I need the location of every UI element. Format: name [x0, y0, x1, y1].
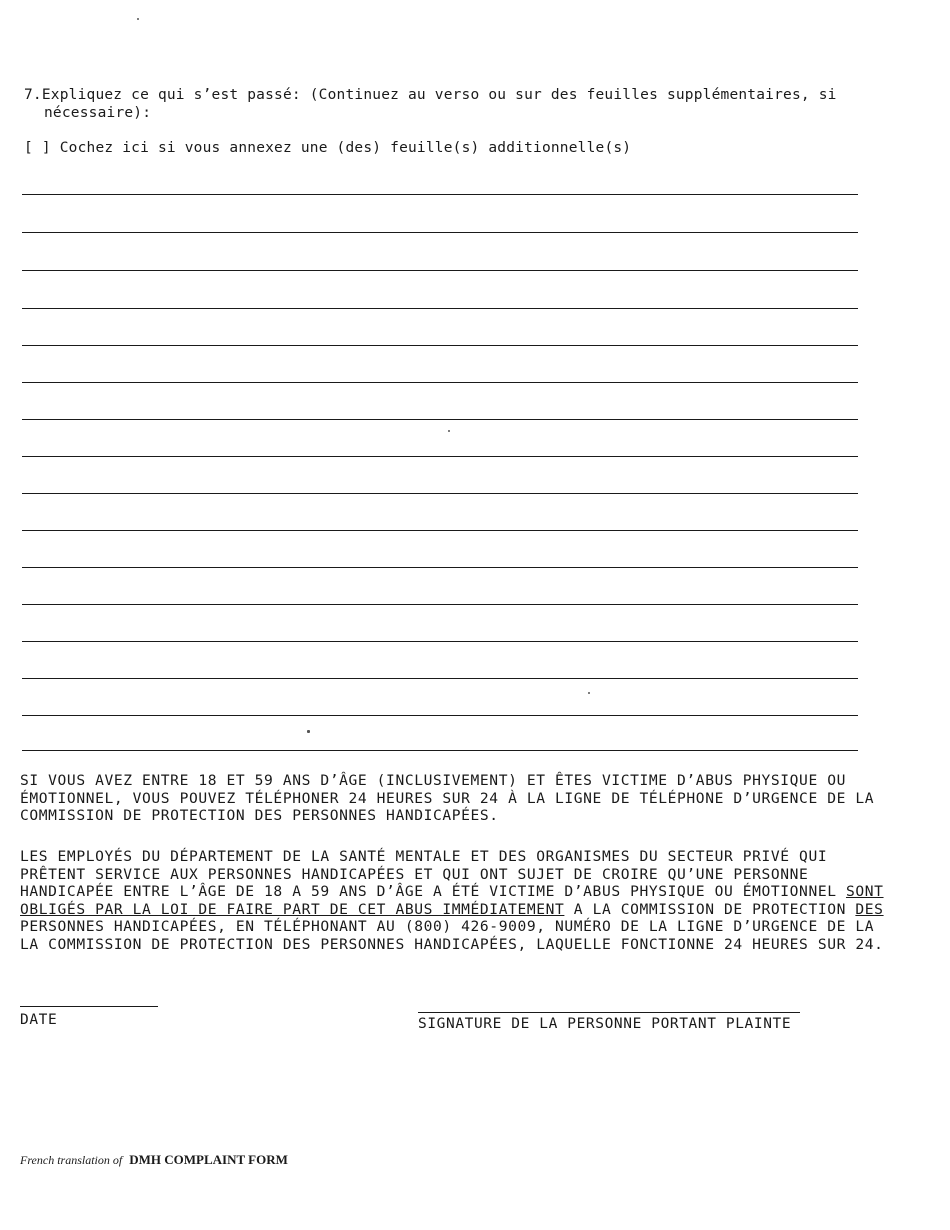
answer-line[interactable] [22, 604, 858, 605]
answer-line[interactable] [22, 194, 858, 195]
question-7-text: 7.Expliquez ce qui s’est passé: (Continuez au verso ou sur des feuilles supplémentaires, si [24, 87, 837, 103]
answer-line[interactable] [22, 678, 858, 679]
legal-obligation-emphasis: DES [855, 900, 884, 918]
hotline-notice-line: ÉMOTIONNEL, VOUS POUVEZ TÉLÉPHONER 24 HEURES SUR 24 À LA LIGNE DE TÉLÉPHONE D’URGENCE DE LA [20, 789, 875, 807]
scan-speck [307, 730, 310, 733]
question-7-continuation: nécessaire): [44, 105, 152, 121]
scan-speck [137, 18, 139, 20]
answer-line[interactable] [22, 308, 858, 309]
answer-line[interactable] [22, 345, 858, 346]
date-field-line[interactable] [20, 1006, 158, 1007]
employees-notice-line [20, 901, 900, 919]
employees-notice-text: HANDICAPÉE ENTRE L’ÂGE DE 18 A 59 ANS D’ÂGE A ÉTÉ VICTIME D’ABUS PHYSIQUE OU ÉMOTIONNEL [20, 883, 846, 900]
answer-line[interactable] [22, 493, 858, 494]
employees-notice-text: A LA COMMISSION DE PROTECTION [564, 900, 856, 918]
date-label: DATE [20, 1012, 58, 1028]
form-footer [20, 1152, 288, 1168]
employees-notice-line: PERSONNES HANDICAPÉES, EN TÉLÉPHONANT AU (800) 426-9009, NUMÉRO DE LA LIGNE D’URGENCE DE LA [20, 918, 875, 935]
answer-line[interactable] [22, 232, 858, 233]
signature-field-line[interactable] [418, 1012, 800, 1013]
scan-speck [448, 430, 450, 432]
answer-line[interactable] [22, 382, 858, 383]
question-7 [24, 86, 904, 122]
signature-label: SIGNATURE DE LA PERSONNE PORTANT PLAINTE [418, 1016, 792, 1032]
employees-notice-line [20, 883, 900, 901]
answer-line[interactable] [22, 750, 858, 751]
additional-sheets-checkbox[interactable]: [ ] [24, 140, 51, 156]
answer-line[interactable] [22, 270, 858, 271]
scan-speck [588, 692, 590, 694]
answer-line[interactable] [22, 456, 858, 457]
employees-notice-line: LES EMPLOYÉS DU DÉPARTEMENT DE LA SANTÉ MENTALE ET DES ORGANISMES DU SECTEUR PRIVÉ QUI [20, 848, 828, 865]
legal-obligation-emphasis: OBLIGÉS PAR LA LOI DE FAIRE PART DE CET ABUS IMMÉDIATEMENT [20, 900, 565, 918]
answer-line[interactable] [22, 530, 858, 531]
additional-sheets-checkbox-row [24, 140, 631, 156]
footer-translation-note: French translation of [20, 1153, 123, 1167]
footer-form-title: DMH COMPLAINT FORM [129, 1152, 288, 1167]
employees-notice-line: PRÊTENT SERVICE AUX PERSONNES HANDICAPÉES ET QUI ONT SUJET DE CROIRE QU’UNE PERSONNE [20, 865, 809, 883]
employees-notice [20, 848, 900, 953]
legal-obligation-emphasis: SONT [845, 883, 884, 900]
employees-notice-line: LA COMMISSION DE PROTECTION DES PERSONNES HANDICAPÉES, LAQUELLE FONCTIONNE 24 HEURES SUR 24. [20, 935, 884, 953]
additional-sheets-checkbox-label: Cochez ici si vous annexez une (des) feuille(s) additionnelle(s) [59, 140, 632, 156]
answer-line[interactable] [22, 419, 858, 420]
answer-line[interactable] [22, 641, 858, 642]
hotline-notice-line: COMMISSION DE PROTECTION DES PERSONNES HANDICAPÉES. [20, 807, 499, 824]
answer-line[interactable] [22, 567, 858, 568]
hotline-notice-line: SI VOUS AVEZ ENTRE 18 ET 59 ANS D’ÂGE (INCLUSIVEMENT) ET ÊTES VICTIME D’ABUS PHYSIQUE OU [20, 772, 846, 789]
answer-line[interactable] [22, 715, 858, 716]
hotline-notice [20, 772, 900, 825]
